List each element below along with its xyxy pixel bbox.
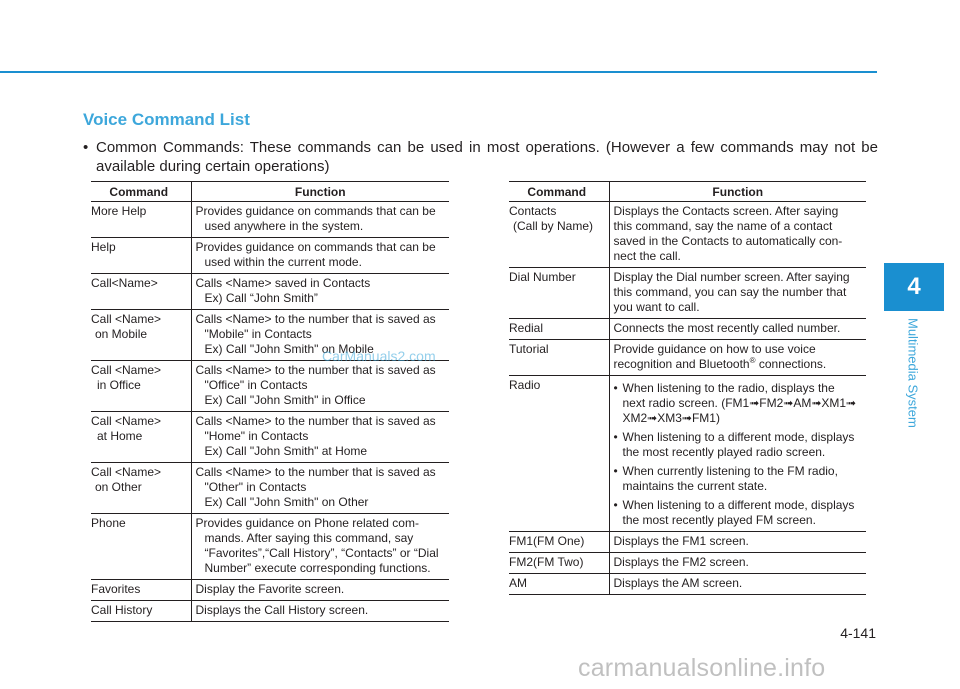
function-cell <box>191 601 449 622</box>
table-row <box>91 274 449 310</box>
chapter-label: Multimedia System <box>905 318 921 428</box>
function-text <box>614 357 863 372</box>
bullet-icon: • <box>613 430 618 444</box>
command-cell <box>509 574 609 595</box>
table-row <box>509 532 866 553</box>
command-cell <box>509 553 609 574</box>
command-text: on Other <box>95 480 142 494</box>
bullet-icon: • <box>613 464 618 478</box>
function-text: Ex) Call "John Smith" on Other <box>204 495 369 509</box>
command-cell <box>509 202 609 268</box>
function-text: Provide guidance on how to use voice <box>613 342 816 356</box>
function-text: Displays the FM1 screen. <box>613 534 749 548</box>
function-text: When listening to a different mode, displays <box>622 430 855 444</box>
command-text: Favorites <box>91 582 141 596</box>
function-text: Ex) Call “John Smith” <box>204 291 318 305</box>
command-text: in Office <box>97 378 141 392</box>
function-cell <box>609 202 866 268</box>
function-text: saved in the Contacts to automatically con- <box>613 234 843 248</box>
function-text: Calls <Name> to the number that is saved as <box>195 414 436 428</box>
command-text: Contacts <box>509 204 557 218</box>
command-cell <box>509 319 609 340</box>
function-text: the most recently played radio screen. <box>622 445 826 459</box>
column-header-function: Function <box>191 182 449 202</box>
function-text-part: connections. <box>755 357 827 371</box>
function-text: Provides guidance on Phone related com- <box>195 516 419 530</box>
function-text: "Office" in Contacts <box>204 378 308 392</box>
function-text: "Mobile" in Contacts <box>204 327 312 341</box>
watermark-text: CarManuals2.com <box>322 348 436 364</box>
table-row <box>509 202 866 268</box>
function-cell <box>191 361 449 412</box>
command-text: (Call by Name) <box>513 219 594 233</box>
function-cell <box>609 268 866 319</box>
function-text: Displays the AM screen. <box>613 576 743 590</box>
function-text: Calls <Name> to the number that is saved as <box>195 363 436 377</box>
function-text: Calls <Name> to the number that is saved as <box>195 312 436 326</box>
command-cell <box>91 463 191 514</box>
command-text: Tutorial <box>509 342 549 356</box>
command-text: Call<Name> <box>91 276 158 290</box>
intro-paragraph <box>83 138 878 176</box>
command-cell <box>91 361 191 412</box>
function-text: When listening to the radio, displays the <box>622 381 835 395</box>
command-text: Dial Number <box>509 270 576 284</box>
command-cell <box>509 532 609 553</box>
right-command-table <box>509 181 866 595</box>
command-cell <box>91 274 191 310</box>
table-row <box>91 238 449 274</box>
command-cell <box>91 310 191 361</box>
function-text: Displays the Call History screen. <box>195 603 369 617</box>
table-row <box>91 580 449 601</box>
function-text: next radio screen. (FM1➟FM2➟AM➟XM1➟ <box>622 396 857 410</box>
function-text: XM2➟XM3➟FM1) <box>622 411 720 425</box>
command-text: AM <box>509 576 527 590</box>
registered-mark: ® <box>749 356 756 365</box>
function-text: Connects the most recently called number. <box>613 321 841 335</box>
function-cell <box>609 340 866 376</box>
watermark-text-footer: carmanualsonline.info <box>578 654 826 682</box>
command-text: Call <Name> <box>91 414 162 428</box>
function-cell <box>191 202 449 238</box>
function-text: Ex) Call "John Smith" at Home <box>204 444 368 458</box>
function-cell <box>609 532 866 553</box>
command-text: at Home <box>97 429 143 443</box>
command-text: Call <Name> <box>91 312 162 326</box>
command-cell <box>91 514 191 580</box>
table-row <box>91 601 449 622</box>
command-text: Radio <box>509 378 541 392</box>
function-cell <box>191 514 449 580</box>
table-row <box>509 574 866 595</box>
command-text: FM2(FM Two) <box>509 555 584 569</box>
function-text: Calls <Name> to the number that is saved as <box>195 465 436 479</box>
left-command-table <box>91 181 449 622</box>
column-header-command: Command <box>509 182 609 202</box>
command-text: Call <Name> <box>91 363 162 377</box>
table-row <box>91 202 449 238</box>
function-text: used anywhere in the system. <box>204 219 364 233</box>
table-header-row <box>91 182 449 202</box>
function-text: Number” execute corresponding functions. <box>204 561 431 575</box>
command-text: Phone <box>91 516 126 530</box>
command-text: Call <Name> <box>91 465 162 479</box>
function-cell <box>609 376 866 532</box>
function-text: Display the Dial number screen. After saying <box>613 270 850 284</box>
list-item <box>614 464 863 494</box>
command-text: Redial <box>509 321 544 335</box>
function-text: Provides guidance on commands that can be <box>195 240 436 254</box>
command-text: More Help <box>91 204 147 218</box>
list-item <box>614 430 863 460</box>
function-text: the most recently played FM screen. <box>622 513 816 527</box>
function-text: Display the Favorite screen. <box>195 582 345 596</box>
command-text: FM1(FM One) <box>509 534 585 548</box>
header-rule <box>0 71 877 73</box>
function-cell <box>191 412 449 463</box>
command-cell <box>509 268 609 319</box>
section-title: Voice Command List <box>83 110 250 129</box>
function-cell <box>191 238 449 274</box>
command-cell <box>91 580 191 601</box>
function-text: you want to call. <box>613 300 700 314</box>
function-text-part: recognition and Bluetooth <box>613 357 750 371</box>
function-cell <box>609 553 866 574</box>
function-text: "Other" in Contacts <box>204 480 307 494</box>
command-cell <box>509 340 609 376</box>
command-cell <box>91 202 191 238</box>
table-row <box>91 412 449 463</box>
command-text: Help <box>91 240 116 254</box>
function-text: mands. After saying this command, say <box>204 531 414 545</box>
command-text: on Mobile <box>95 327 148 341</box>
list-item <box>614 498 863 528</box>
table-row <box>509 340 866 376</box>
function-cell <box>609 574 866 595</box>
function-text: Ex) Call "John Smith" in Office <box>204 393 366 407</box>
function-text: Displays the Contacts screen. After saying <box>613 204 839 218</box>
function-text: maintains the current state. <box>622 479 768 493</box>
bullet-icon: • <box>83 139 89 156</box>
chapter-tab: 4 <box>884 263 944 311</box>
function-text: Provides guidance on commands that can be <box>195 204 436 218</box>
table-row <box>509 319 866 340</box>
command-text: Call History <box>91 603 153 617</box>
command-cell <box>509 376 609 532</box>
function-text: When listening to a different mode, displays <box>622 498 855 512</box>
table-row <box>91 463 449 514</box>
command-cell <box>91 412 191 463</box>
function-text: When currently listening to the FM radio, <box>622 464 838 478</box>
function-text: Calls <Name> saved in Contacts <box>195 276 371 290</box>
column-header-command: Command <box>91 182 191 202</box>
function-text: nect the call. <box>613 249 681 263</box>
function-cell <box>609 319 866 340</box>
function-cell <box>191 580 449 601</box>
column-header-function: Function <box>609 182 866 202</box>
table-row <box>509 553 866 574</box>
command-cell <box>91 238 191 274</box>
table-row <box>91 514 449 580</box>
function-text: this command, say the name of a contact <box>613 219 833 233</box>
table-header-row <box>509 182 866 202</box>
function-cell <box>191 274 449 310</box>
function-text: used within the current mode. <box>204 255 362 269</box>
function-cell <box>191 463 449 514</box>
command-cell <box>91 601 191 622</box>
intro-text: Common Commands: These commands can be used in most operations. (However a few commands may not be available during certain operations) <box>96 139 878 175</box>
function-text: Ex) Call "John Smith" on Mobile <box>204 342 374 356</box>
function-text: "Home" in Contacts <box>204 429 309 443</box>
function-text: Displays the FM2 screen. <box>613 555 749 569</box>
table-row <box>509 376 866 532</box>
page-number: 4-141 <box>840 625 876 641</box>
table-row <box>509 268 866 319</box>
table-row <box>91 361 449 412</box>
function-text: this command, you can say the number that <box>613 285 847 299</box>
bullet-icon: • <box>613 381 618 395</box>
list-item <box>614 381 863 426</box>
bullet-icon: • <box>613 498 618 512</box>
function-text: “Favorites”,“Call History”, “Contacts” or “Dial <box>204 546 439 560</box>
